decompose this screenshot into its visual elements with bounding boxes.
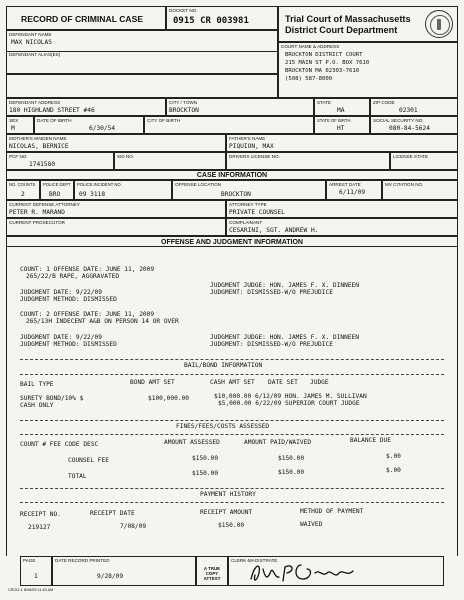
defense-attorney-box bbox=[6, 200, 226, 218]
court-address-box bbox=[278, 42, 458, 98]
count-line: COUNT: 1 OFFENSE DATE: JUNE 11, 2009 bbox=[20, 266, 155, 273]
bail-row-type: SURETY BOND/10% $ bbox=[20, 395, 84, 402]
zip-value: 02301 bbox=[399, 107, 418, 114]
section-divider bbox=[20, 374, 444, 375]
attest-box bbox=[196, 556, 228, 586]
prosecutor-box bbox=[6, 218, 226, 236]
bail-row-bond: $100,000.00 bbox=[148, 395, 189, 402]
bail-col-judge: JUDGE bbox=[310, 379, 329, 386]
payment-col-date: RECEIPT DATE bbox=[90, 510, 135, 517]
court-title-box bbox=[278, 6, 458, 42]
judgment-judge: JUDGMENT JUDGE: HON. JAMES F. X. DINNEEN bbox=[210, 334, 360, 341]
dob-box bbox=[34, 116, 144, 134]
fee-balance: $.00 bbox=[386, 453, 401, 460]
payment-title: PAYMENT HISTORY bbox=[200, 491, 256, 498]
state-label: STATE bbox=[317, 100, 332, 105]
docket-label: DOCKET NO. bbox=[169, 8, 198, 13]
case-info-title: CASE INFORMATION bbox=[196, 172, 268, 179]
court-address-label: COURT NAME & ADDRESS bbox=[281, 44, 340, 49]
father-value: PIQUION, MAX bbox=[229, 143, 274, 150]
license-box bbox=[226, 152, 390, 170]
section-divider bbox=[20, 420, 444, 421]
sex-label: SEX bbox=[9, 118, 19, 123]
fines-col-balance: BALANCE DUE bbox=[350, 437, 391, 444]
court-address-line: 215 MAIN ST P.O. BOX 7610 bbox=[285, 60, 370, 66]
page-number: 1 bbox=[34, 573, 38, 580]
attorney-type-label: ATTORNEY TYPE bbox=[229, 202, 267, 207]
complainant-box bbox=[226, 218, 458, 236]
city-label: CITY / TOWN bbox=[169, 100, 198, 105]
pcf-value: 1741580 bbox=[29, 161, 56, 168]
state-of-birth-value: HT bbox=[337, 125, 345, 132]
bail-row-detail: $5,000.00 6/22/09 SUPERIOR COURT JUDGE bbox=[218, 400, 360, 407]
incident-value: 09 3118 bbox=[79, 191, 106, 198]
fines-title: FINES/FEES/COSTS ASSESSED bbox=[176, 423, 270, 430]
bail-col-bond: BOND AMT SET bbox=[130, 379, 175, 386]
payment-col-method: METHOD OF PAYMENT bbox=[300, 508, 364, 515]
defendant-name-label: DEFENDANT NAME bbox=[9, 32, 52, 37]
city-box bbox=[166, 98, 314, 116]
judgment-date: JUDGMENT DATE: 9/22/09 bbox=[20, 289, 102, 296]
counts-box bbox=[6, 180, 40, 200]
sid-label: SID NO. bbox=[117, 154, 135, 159]
count-statute: 265/13H INDECENT A&B ON PERSON 14 OR OVER bbox=[26, 318, 179, 325]
page-label: PAGE bbox=[23, 558, 36, 563]
payment-amount: $150.00 bbox=[218, 522, 245, 529]
police-dept-value: BRO bbox=[49, 191, 61, 198]
arrest-date-box bbox=[326, 180, 382, 200]
incident-box bbox=[74, 180, 172, 200]
payment-col-amount: RECEIPT AMOUNT bbox=[200, 509, 253, 516]
page-box bbox=[20, 556, 52, 586]
fee-assessed: $150.00 bbox=[192, 455, 219, 462]
case-info-header bbox=[6, 170, 458, 180]
complainant-value: CESARINI, SGT. ANDREW H. bbox=[229, 227, 319, 234]
ssn-box bbox=[370, 116, 458, 134]
court-title-line2: District Court Department bbox=[285, 25, 398, 35]
judgment-judge: JUDGMENT JUDGE: HON. JAMES F. X. DINNEEN bbox=[210, 282, 360, 289]
massachusetts-seal-icon bbox=[425, 10, 453, 38]
court-address-line: BROCKTON DISTRICT COURT bbox=[285, 52, 363, 58]
fee-assessed: $150.00 bbox=[192, 470, 219, 477]
sid-box bbox=[114, 152, 226, 170]
bail-col-cash: CASH AMT SET bbox=[210, 379, 255, 386]
printed-date: 9/28/09 bbox=[97, 573, 124, 580]
attorney-type-box bbox=[226, 200, 458, 218]
defendant-spacer bbox=[6, 74, 278, 98]
state-of-birth-label: STATE OF BIRTH bbox=[317, 118, 351, 123]
clerk-signature-icon bbox=[245, 559, 365, 585]
sex-box bbox=[6, 116, 34, 134]
judgment-result: JUDGMENT: DISMISSED-W/O PREJUDICE bbox=[210, 341, 333, 348]
payment-receipt: 219127 bbox=[28, 524, 51, 531]
count-line: COUNT: 2 OFFENSE DATE: JUNE 11, 2009 bbox=[20, 311, 155, 318]
bail-row-detail: $10,000.00 6/12/09 HON. JAMES M. SULLIVAN bbox=[214, 393, 367, 400]
defendant-name-box bbox=[6, 30, 278, 74]
defendant-address-box bbox=[6, 98, 166, 116]
citation-label: MV CITATION NO. bbox=[385, 182, 424, 187]
judgment-method: JUDGMENT METHOD: DISMISSED bbox=[20, 296, 117, 303]
fee-paid: $150.00 bbox=[278, 469, 305, 476]
record-title: RECORD OF CRIMINAL CASE bbox=[21, 14, 144, 24]
license-state-box bbox=[390, 152, 458, 170]
attest-label: A TRUE COPY ATTEST bbox=[203, 566, 221, 582]
section-divider bbox=[20, 488, 444, 489]
ssn-value: 080-84-5624 bbox=[389, 125, 430, 132]
payment-method: WAIVED bbox=[300, 521, 323, 528]
state-box bbox=[314, 98, 370, 116]
section-divider bbox=[20, 434, 444, 435]
mother-box bbox=[6, 134, 226, 152]
police-dept-box bbox=[40, 180, 74, 200]
offense-header bbox=[6, 236, 458, 247]
docket-box bbox=[166, 6, 278, 30]
offense-title: OFFENSE AND JUDGMENT INFORMATION bbox=[161, 239, 303, 246]
judgment-result: JUDGMENT: DISMISSED-W/O PREJUDICE bbox=[210, 289, 333, 296]
city-of-birth-label: CITY OF BIRTH bbox=[147, 118, 181, 123]
bail-col-type: BAIL TYPE bbox=[20, 381, 54, 388]
printed-box bbox=[52, 556, 196, 586]
clerk-label: CLERK-MAGISTRATE bbox=[231, 558, 278, 563]
court-address-line: (508) 587-8000 bbox=[285, 76, 333, 82]
defendant-address: 180 HIGHLAND STREET #46 bbox=[9, 107, 95, 114]
dob-value: 6/30/54 bbox=[89, 125, 116, 132]
attorney-type-value: PRIVATE COUNSEL bbox=[229, 209, 285, 216]
offense-location-box bbox=[172, 180, 326, 200]
dob-label: DATE OF BIRTH bbox=[37, 118, 72, 123]
docket-number: 0915 CR 003981 bbox=[173, 16, 249, 26]
sex-value: M bbox=[11, 125, 15, 132]
payment-col-receipt: RECEIPT NO. bbox=[20, 511, 61, 518]
license-label: DRIVERS LICENSE NO. bbox=[229, 154, 280, 159]
mother-value: NICOLAS, BERNICE bbox=[9, 143, 69, 150]
ssn-label: SOCIAL SECURITY NO. bbox=[373, 118, 424, 123]
court-title-line1: Trial Court of Massachusetts bbox=[285, 14, 411, 24]
court-address-line: BROCKTON MA 02303-7610 bbox=[285, 68, 360, 74]
counts-value: 2 bbox=[21, 191, 25, 198]
criminal-record-document bbox=[6, 6, 458, 594]
city-value: BROCKTON bbox=[169, 107, 199, 114]
printed-label: DATE RECORD PRINTED bbox=[55, 558, 110, 563]
city-of-birth-box bbox=[144, 116, 314, 134]
offense-location-value: BROCKTON bbox=[221, 191, 251, 198]
citation-box bbox=[382, 180, 458, 200]
complainant-label: COMPLAINANT bbox=[229, 220, 263, 225]
form-code: CROO-1 8/08/09 11:43 AM bbox=[8, 588, 54, 592]
mother-label: MOTHER'S MAIDEN NAME bbox=[9, 136, 67, 141]
bail-col-date: DATE SET bbox=[268, 379, 298, 386]
defendant-address-label: DEFENDANT ADDRESS bbox=[9, 100, 61, 105]
section-divider bbox=[20, 502, 444, 503]
judgment-date: JUDGMENT DATE: 9/22/09 bbox=[20, 334, 102, 341]
fee-desc: COUNSEL FEE bbox=[68, 457, 109, 464]
state-of-birth-box bbox=[314, 116, 370, 134]
count-statute: 265/22/B RAPE, AGGRAVATED bbox=[26, 273, 120, 280]
offense-location-label: OFFENSE LOCATION bbox=[175, 182, 222, 187]
section-divider bbox=[20, 359, 444, 360]
bail-row-type: CASH ONLY bbox=[20, 402, 54, 409]
fee-paid: $150.00 bbox=[278, 455, 305, 462]
pcf-label: PCF NO. bbox=[9, 154, 28, 159]
incident-label: POLICE INCIDENT NO. bbox=[77, 182, 122, 187]
fee-balance: $.00 bbox=[386, 467, 401, 474]
arrest-date-value: 6/11/09 bbox=[339, 189, 366, 196]
fines-col-assessed: AMOUNT ASSESSED bbox=[164, 439, 220, 446]
father-box bbox=[226, 134, 458, 152]
fines-col-paid: AMOUNT PAID/WAIVED bbox=[244, 439, 312, 446]
zip-label: ZIP CODE bbox=[373, 100, 395, 105]
license-state-label: LICENSE STATE bbox=[393, 154, 429, 159]
bail-title: BAIL/BOND INFORMATION bbox=[184, 362, 263, 369]
record-title-box bbox=[6, 6, 166, 30]
fines-col-fee: COUNT # FEE CODE DESC bbox=[20, 441, 99, 448]
defendant-name: MAX NICOLAS bbox=[11, 39, 52, 46]
payment-date: 7/08/09 bbox=[120, 523, 147, 530]
clerk-box bbox=[228, 556, 444, 586]
prosecutor-label: CURRENT PROSECUTOR bbox=[9, 220, 65, 225]
defense-attorney-value: PETER R. MARANO bbox=[9, 209, 65, 216]
state-value: MA bbox=[337, 107, 345, 114]
father-label: FATHER'S NAME bbox=[229, 136, 266, 141]
pcf-box bbox=[6, 152, 114, 170]
arrest-date-label: ARREST DATE bbox=[329, 182, 361, 187]
counts-label: NO. COUNTS bbox=[9, 182, 36, 187]
fee-desc: TOTAL bbox=[68, 473, 87, 480]
defense-attorney-label: CURRENT DEFENSE ATTORNEY bbox=[9, 202, 80, 207]
police-dept-label: POLICE DEPT bbox=[43, 182, 71, 187]
zip-box bbox=[370, 98, 458, 116]
defendant-alias-label: DEFENDANT ALIAS(ES) bbox=[9, 52, 61, 57]
judgment-method: JUDGMENT METHOD: DISMISSED bbox=[20, 341, 117, 348]
